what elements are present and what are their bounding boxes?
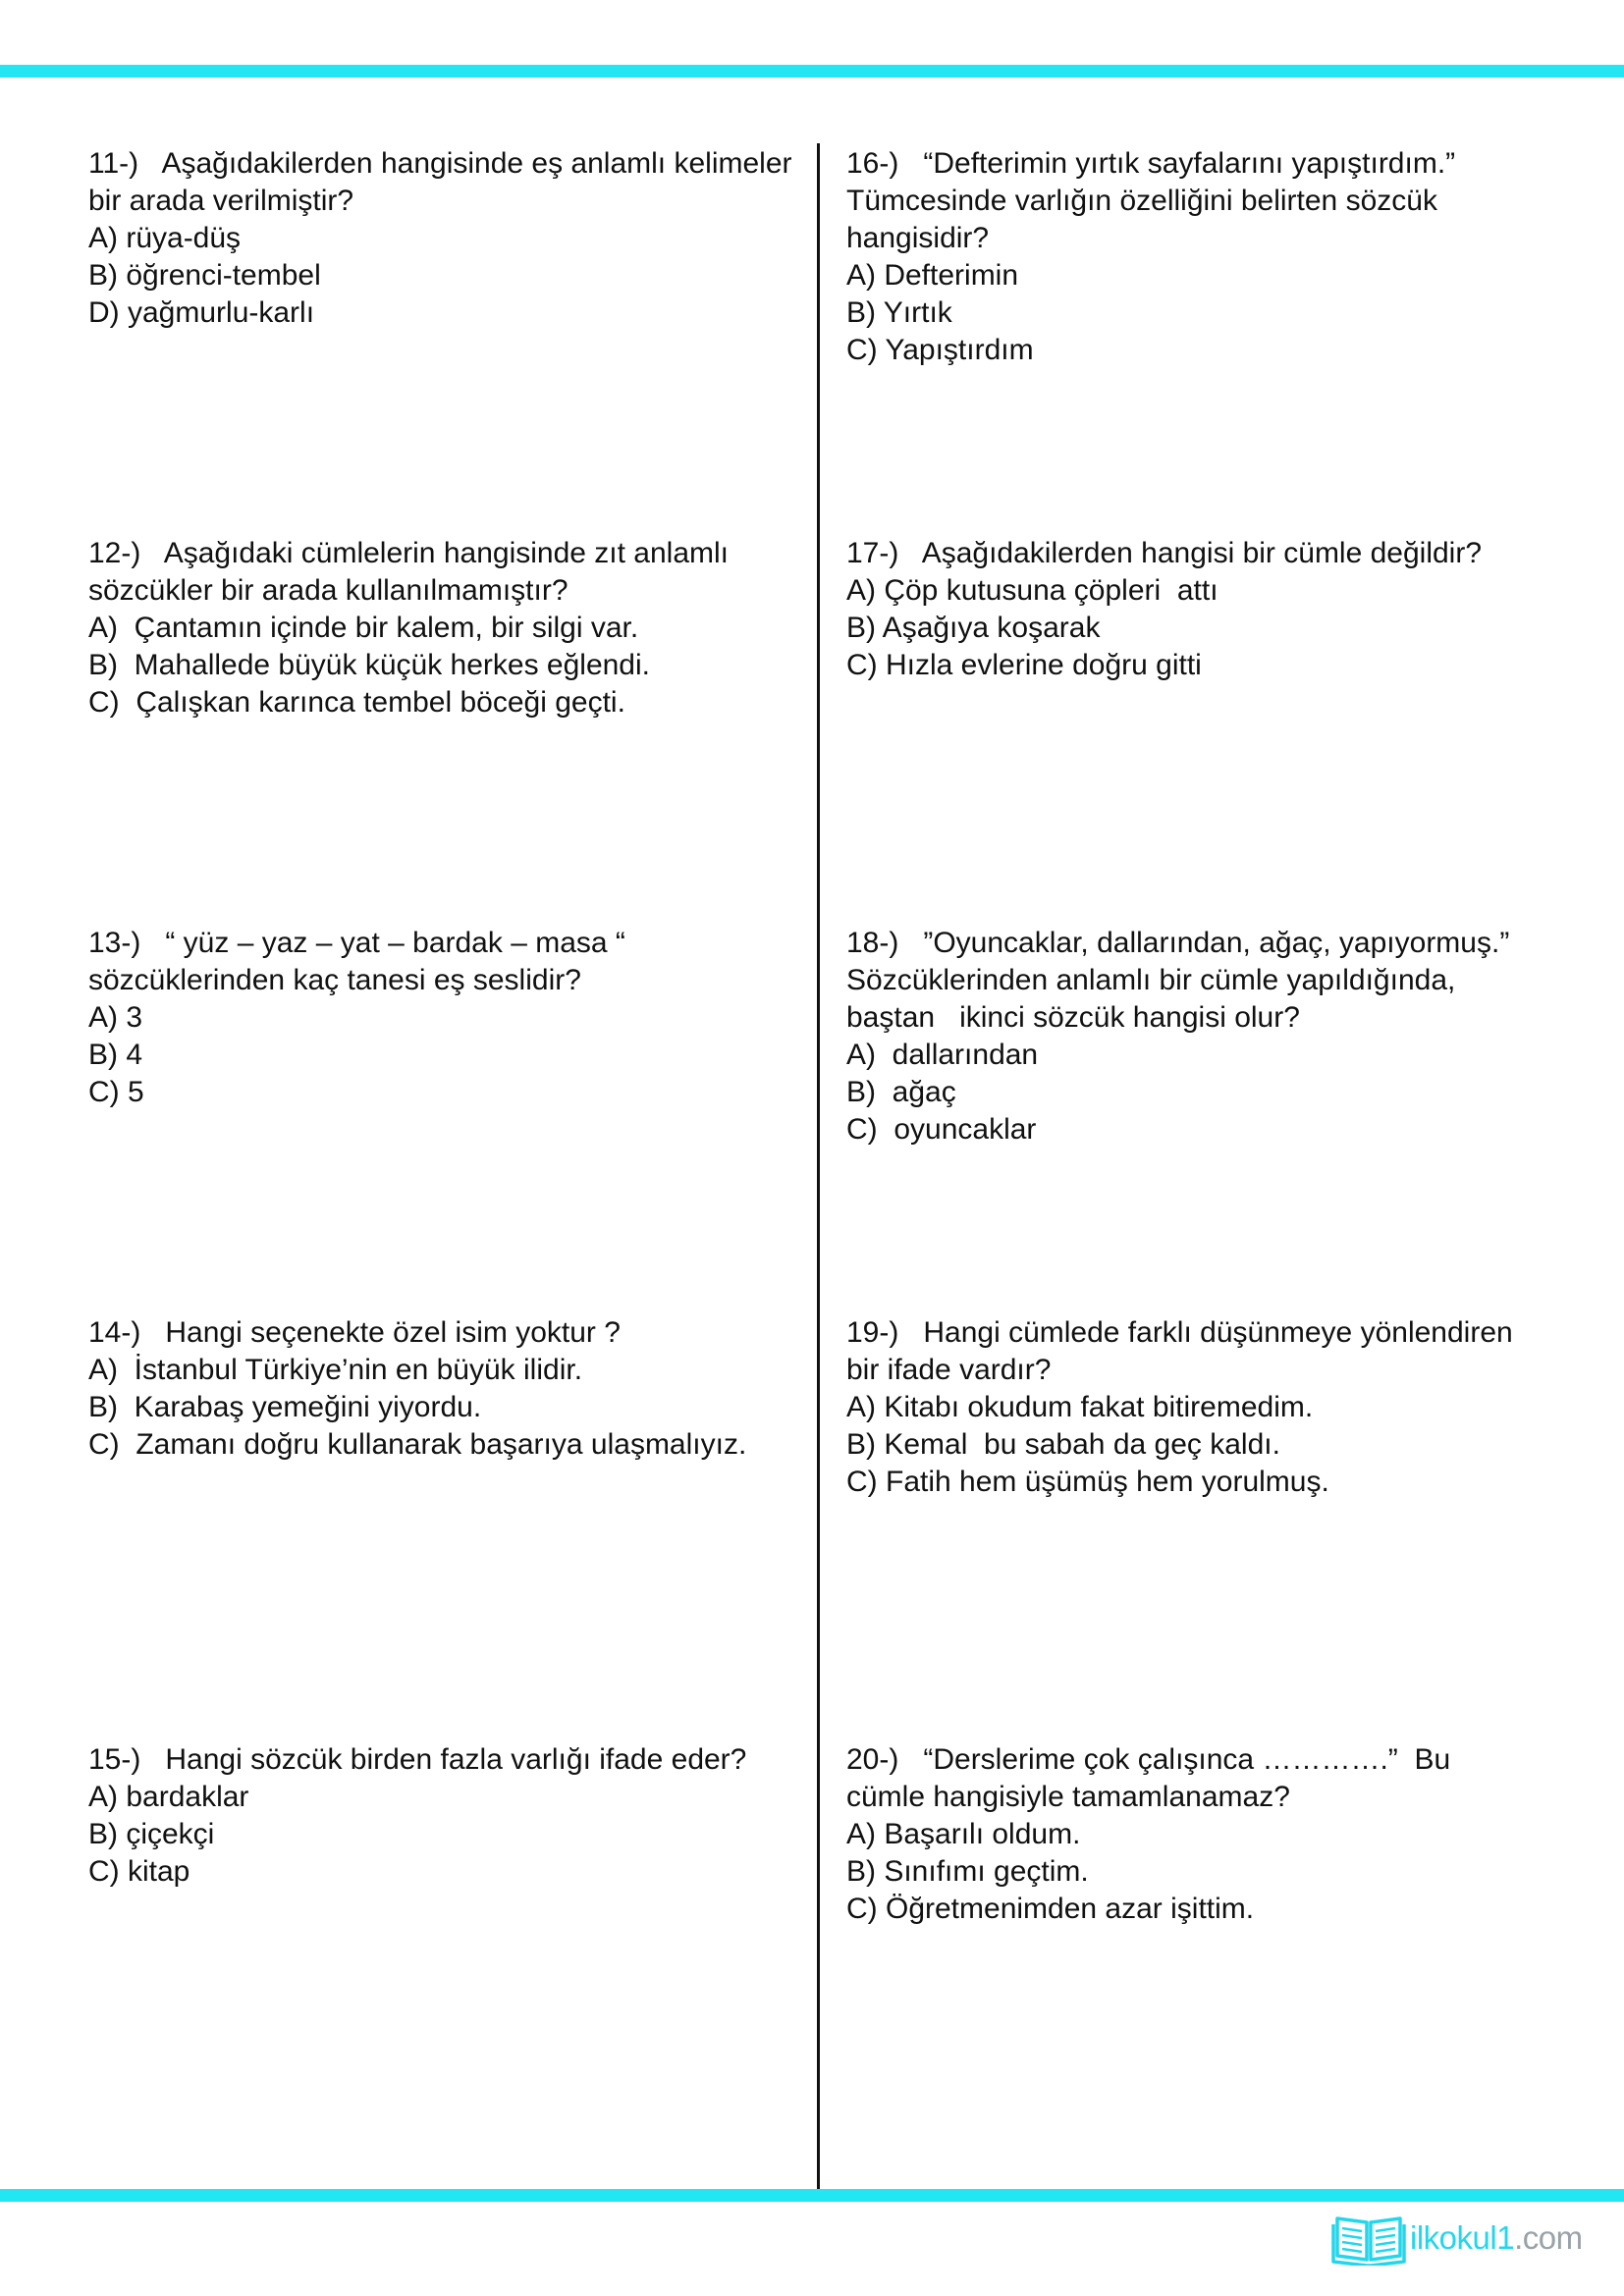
top-accent-band: [0, 65, 1624, 78]
question-20-option-a: A) Başarılı oldum.: [846, 1818, 1081, 1850]
question-15-stem: 15-) Hangi sözcük birden fazla varlığı ifade eder?: [88, 1743, 747, 1776]
question-14: [88, 1314, 820, 1464]
question-11-option-b: B) öğrenci-tembel: [88, 259, 321, 292]
question-16-stem-cont: Tümcesinde varlığın özelliğini belirten sözcük: [846, 185, 1437, 217]
question-14-option-a: A) İstanbul Türkiye’nin en büyük ilidir.: [88, 1354, 583, 1386]
bottom-accent-band: [0, 2189, 1624, 2202]
question-12-option-b: B) Mahallede büyük küçük herkes eğlendi.: [88, 649, 650, 681]
question-14-option-b: B) Karabaş yemeğini yiyordu.: [88, 1391, 482, 1423]
question-15-option-a: A) bardaklar: [88, 1781, 249, 1813]
question-14-option-c: C) Zamanı doğru kullanarak başarıya ulaşmalıyız.: [88, 1428, 747, 1461]
question-11-option-d: D) yağmurlu-karlı: [88, 296, 315, 329]
question-11-stem: 11-) Aşağıdakilerden hangisinde eş anlamlı kelimeler: [88, 147, 792, 180]
question-16-option-a: A) Defterimin: [846, 259, 1019, 292]
question-13-option-c: C) 5: [88, 1076, 144, 1108]
question-12-option-a: A) Çantamın içinde bir kalem, bir silgi var.: [88, 612, 639, 644]
question-15-option-c: C) kitap: [88, 1855, 190, 1888]
question-13-option-a: A) 3: [88, 1001, 143, 1034]
question-17-stem: 17-) Aşağıdakilerden hangisi bir cümle değildir?: [846, 537, 1483, 569]
question-17-option-b: B) Aşağıya koşarak: [846, 612, 1101, 644]
logo-tld: .com: [1514, 2219, 1583, 2256]
question-14-stem: 14-) Hangi seçenekte özel isim yoktur ?: [88, 1316, 621, 1349]
logo-name: ilkokul1: [1410, 2219, 1515, 2256]
question-12-stem: 12-) Aşağıdaki cümlelerin hangisinde zıt anlamlı: [88, 537, 730, 569]
question-19-stem-cont: bir ifade vardır?: [846, 1354, 1052, 1386]
question-16-option-c: C) Yapıştırdım: [846, 334, 1034, 366]
question-18-option-b: B) ağaç: [846, 1076, 956, 1108]
question-13: [88, 925, 820, 1111]
question-18-stem: 18-) ”Oyuncaklar, dallarından, ağaç, yapıyormuş.”: [846, 927, 1510, 959]
question-16-stem-cont-2: hangisidir?: [846, 222, 990, 254]
question-16-stem: 16-) “Defterimin yırtık sayfalarını yapıştırdım.”: [846, 147, 1456, 180]
question-19-stem: 19-) Hangi cümlede farklı düşünmeye yönlendiren: [846, 1316, 1513, 1349]
question-11: [88, 145, 820, 332]
question-19: [846, 1314, 1578, 1501]
question-17: [846, 535, 1578, 684]
question-11-stem-cont: bir arada verilmiştir?: [88, 185, 354, 217]
question-13-option-b: B) 4: [88, 1039, 143, 1071]
question-20-stem-cont: cümle hangisiyle tamamlanamaz?: [846, 1781, 1290, 1813]
open-book-icon: [1331, 2211, 1406, 2266]
question-19-option-a: A) Kitabı okudum fakat bitiremedim.: [846, 1391, 1314, 1423]
question-19-option-b: B) Kemal bu sabah da geç kaldı.: [846, 1428, 1280, 1461]
question-18-option-c: C) oyuncaklar: [846, 1113, 1037, 1146]
question-12-stem-cont: sözcükler bir arada kullanılmamıştır?: [88, 574, 568, 607]
question-19-option-c: C) Fatih hem üşümüş hem yorulmuş.: [846, 1466, 1329, 1498]
question-18: [846, 925, 1578, 1148]
question-17-option-a: A) Çöp kutusuna çöpleri attı: [846, 574, 1218, 607]
question-12: [88, 535, 820, 721]
question-20: [846, 1741, 1578, 1928]
question-20-option-c: C) Öğretmenimden azar işittim.: [846, 1893, 1255, 1925]
question-12-option-c: C) Çalışkan karınca tembel böceği geçti.: [88, 686, 625, 719]
question-13-stem-cont: sözcüklerinden kaç tanesi eş seslidir?: [88, 964, 581, 996]
question-15-option-b: B) çiçekçi: [88, 1818, 215, 1850]
question-18-stem-cont: Sözcüklerinden anlamlı bir cümle yapıldığında,: [846, 964, 1456, 996]
logo-text: [1410, 2211, 1583, 2266]
question-20-option-b: B) Sınıfımı geçtim.: [846, 1855, 1089, 1888]
question-11-option-a: A) rüya-düş: [88, 222, 242, 254]
site-logo: [1331, 2211, 1583, 2266]
question-15: [88, 1741, 820, 1891]
question-16-option-b: B) Yırtık: [846, 296, 952, 329]
question-13-stem: 13-) “ yüz – yaz – yat – bardak – masa “: [88, 927, 625, 959]
question-18-stem-cont-2: baştan ikinci sözcük hangisi olur?: [846, 1001, 1300, 1034]
column-divider: [817, 143, 820, 2191]
question-16: [846, 145, 1578, 369]
question-18-option-a: A) dallarından: [846, 1039, 1039, 1071]
question-17-option-c: C) Hızla evlerine doğru gitti: [846, 649, 1202, 681]
question-20-stem: 20-) “Derslerime çok çalışınca ………….” Bu: [846, 1743, 1451, 1776]
